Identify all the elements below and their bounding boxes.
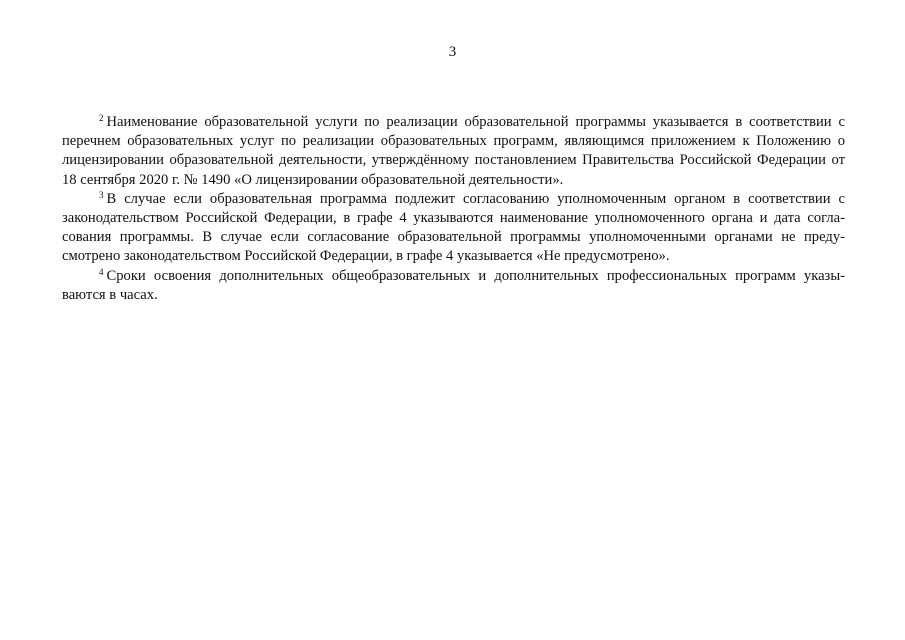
page-number: 3: [448, 44, 457, 60]
footnote-2: [62, 113, 845, 190]
footnote-marker: 3: [99, 189, 104, 200]
footnote-marker: 2: [99, 113, 104, 123]
footnote-3: [62, 190, 845, 267]
footnotes: [62, 113, 845, 305]
footnote-text: Сроки освоения дополнительных общеобразовательных и дополнительных профессиональных программ указываются в часах.: [62, 267, 845, 303]
footnote-text: Наименование образовательной услуги по реализации образовательной программы указывается в соответствии с перечнем образовательных услуг по реализации образовательных программ, являющимся приложением к Положению о лицензировании образовательной деятельности, утверждённому постановлением Правительства Российской Федерации от 18 сентября 2020 г. № 1490 «О лицензировании образовательной деятельности».: [62, 114, 845, 188]
footnote-4: [62, 267, 845, 305]
footnote-text: В случае если образовательная программа подлежит согласованию уполномоченным органом в соответствии с законодательством Российской Федерации, в графе 4 указываются наименование уполномоченного органа и дата согласования программы. В случае если согласование образовательной программы уполномоченными органами не предусмотрено законодательством Российской Федерации, в графе 4 указывается «Не предусмотрено».: [62, 190, 845, 265]
footnote-marker: 4: [99, 266, 104, 277]
